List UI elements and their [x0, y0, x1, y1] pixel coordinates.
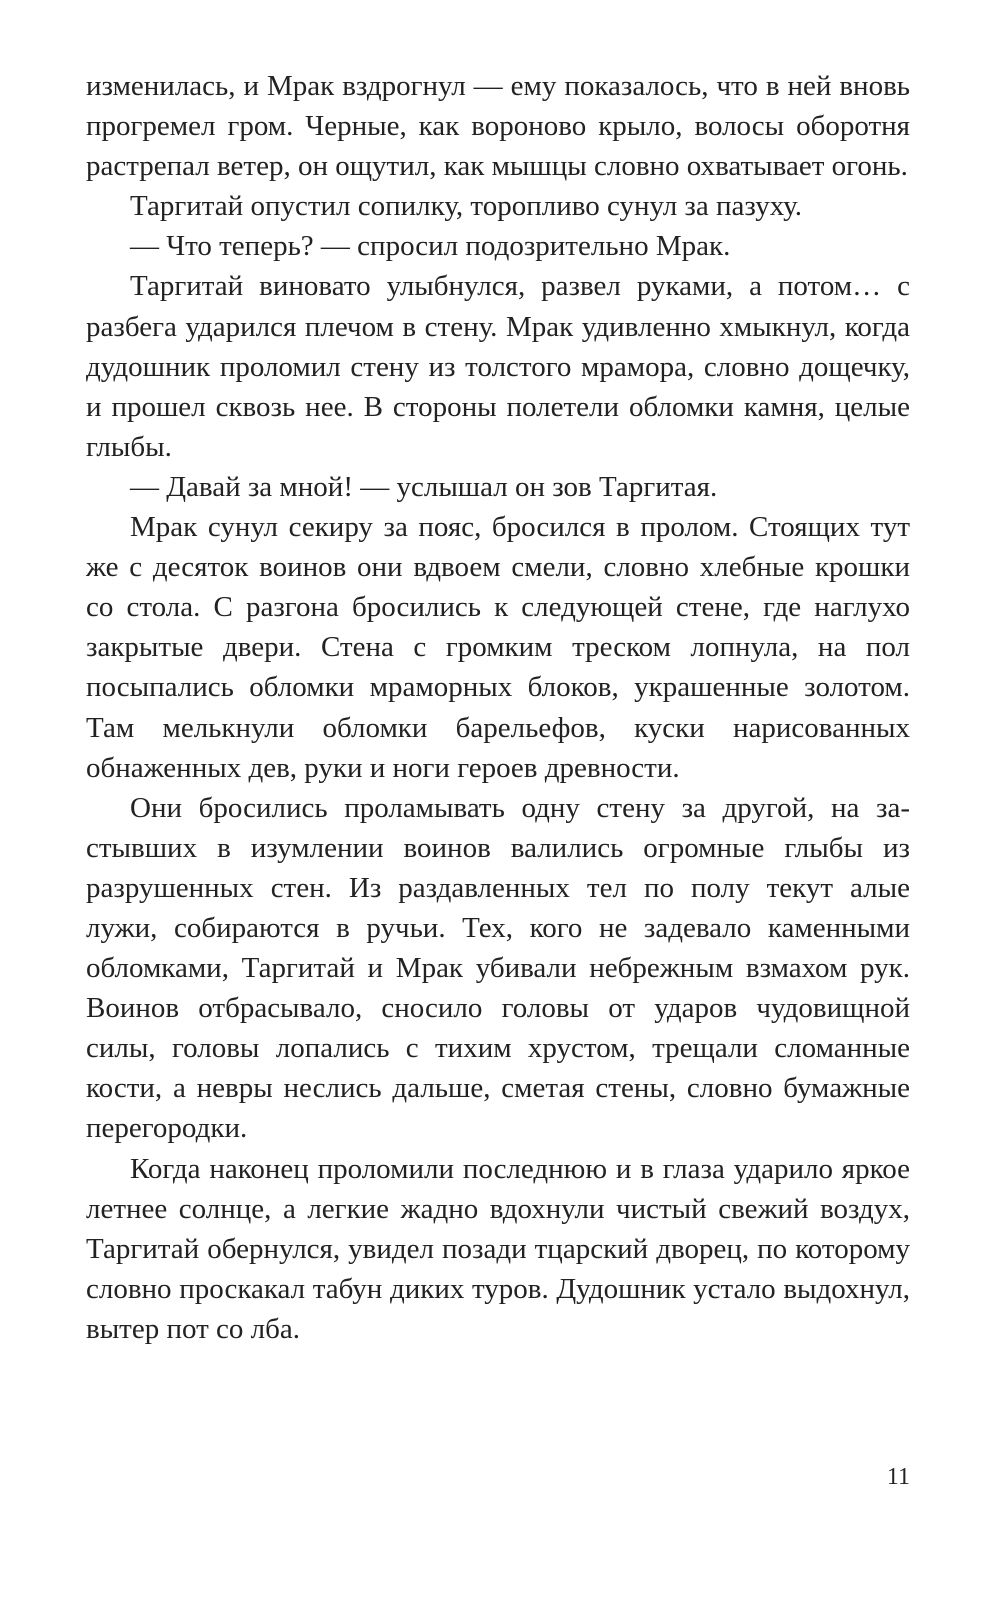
paragraph: Таргитай виновато улыбнулся, развел руками, а потом… с разбега ударился плечом в стену. Мрак удивленно хмыкнул, когда дудошник проломил стену из толстого мрамора, словно дощечку, и прошел сквозь нее. В стороны полетели обломки камня, целые глыбы. [86, 270, 910, 463]
paragraph: — Что теперь? — спросил подозрительно Мрак. [130, 230, 731, 263]
page-number: 11 [886, 1464, 910, 1490]
paragraph: Мрак сунул секиру за пояс, бросился в пролом. Стоящих тут же с десяток воинов они вдвоем смели, словно хлебные крошки со стола. С разгона бросились к следующей стене, где наглухо закрытые двери. Стена с громким треском лопнула, на пол посыпались обломки мраморных блоков, украшенные золотом. Там мелькнули обломки барельефов, куски нарисованных обнаженных дев, руки и ноги героев древности. [86, 511, 910, 784]
paragraph: Когда наконец проломили последнюю и в глаза ударило яркое летнее солнце, а легкие жадно вдохнули чистый свежий воздух, Таргитай обернулся, увидел позади тцарский дворец, по которому словно проскакал табун диких туров. Дудошник устало выдохнул, вытер пот со лба. [86, 1152, 910, 1345]
paragraph: Они бросились проламывать одну стену за другой, на застывших в изумлении воинов валились огромные глыбы из разрушенных стен. Из раздавленных тел по полу текут алые лужи, собираются в ручьи. Тех, кого не задевало каменными обломками, Таргитай и Мрак убивали небрежным взмахом рук. Воинов отбрасывало, сносило головы от ударов чудовищной силы, головы лопались с тихим хрустом, трещали сломанные кости, а невры неслись дальше, сметая стены, словно бумажные перегородки. [86, 791, 910, 1145]
paragraph: Таргитай опустил сопилку, торопливо сунул за пазуху. [130, 190, 802, 223]
paragraph: изменилась, и Мрак вздрогнул — ему показалось, что в ней вновь прогремел гром. Черные, как вороново крыло, волосы оборотня растрепал ветер, он ощутил, как мышцы словно охватывает огонь. [86, 70, 910, 183]
paragraph: — Давай за мной! — услышал он зов Таргитая. [130, 470, 718, 503]
body-text [86, 66, 910, 1349]
